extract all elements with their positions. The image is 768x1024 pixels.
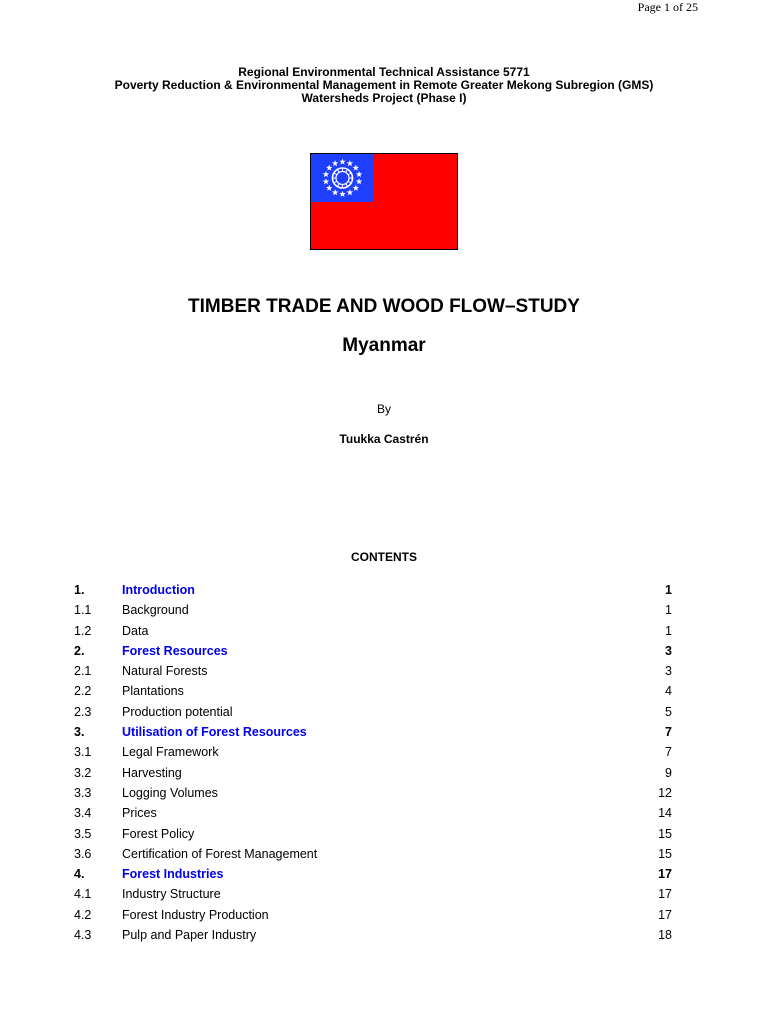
- toc-page-number: 12: [658, 785, 672, 800]
- toc-page-number: 17: [658, 887, 672, 902]
- toc-number: 2.2: [74, 684, 92, 699]
- toc-chapter-link[interactable]: Forest Resources: [122, 643, 228, 658]
- toc-chapter-row[interactable]: [74, 866, 672, 886]
- toc-number: 3.1: [74, 745, 92, 760]
- toc-page-number: 5: [665, 704, 672, 719]
- toc-section-row: [74, 805, 672, 825]
- toc-number: 3.5: [74, 826, 92, 841]
- toc-chapter-row[interactable]: [74, 643, 672, 663]
- toc-chapter-row[interactable]: [74, 582, 672, 602]
- document-title: TIMBER TRADE AND WOOD FLOW–STUDY: [188, 296, 580, 317]
- toc-number: 1.: [74, 583, 85, 597]
- toc-section-row: [74, 683, 672, 703]
- toc-section-row: [74, 927, 672, 947]
- toc-section-title: Production potential: [122, 704, 233, 719]
- toc-page-number: 15: [658, 826, 672, 841]
- contents-heading: CONTENTS: [351, 550, 417, 564]
- toc-page-number: 4: [665, 684, 672, 699]
- toc-section-title: Prices: [122, 806, 157, 821]
- page-number: Page 1 of 25: [637, 0, 698, 14]
- toc-section-row: [74, 602, 672, 622]
- toc-page-number: 1: [665, 603, 672, 618]
- toc-number: 4.1: [74, 887, 92, 902]
- toc-number: 4.: [74, 867, 85, 882]
- document-subtitle: Myanmar: [342, 335, 426, 356]
- toc-page-number: 3: [665, 664, 672, 679]
- toc-section-title: Forest Policy: [122, 826, 195, 841]
- toc-number: 2.1: [74, 664, 92, 679]
- author-name: Tuukka Castrén: [339, 432, 429, 446]
- toc-section-row: [74, 663, 672, 683]
- toc-section-row: [74, 826, 672, 846]
- toc-section-title: Harvesting: [122, 765, 182, 780]
- toc-section-title: Certification of Forest Management: [122, 846, 318, 861]
- toc-section-row: [74, 886, 672, 906]
- toc-section-title: Pulp and Paper Industry: [122, 928, 257, 943]
- toc-section-title: Background: [122, 603, 189, 618]
- toc-page-number: 17: [658, 867, 672, 882]
- toc-number: 4.3: [74, 928, 92, 943]
- by-label: By: [376, 402, 391, 416]
- myanmar-flag-image: [310, 153, 458, 250]
- toc-page-number: 15: [658, 846, 672, 861]
- toc-number: 3.6: [74, 846, 92, 861]
- toc-page-number: 7: [665, 725, 672, 740]
- flag-canton: [311, 154, 374, 202]
- flag-emblem-icon: [311, 154, 374, 202]
- toc-chapter-link[interactable]: Utilisation of Forest Resources: [122, 725, 307, 740]
- toc-number: 3.4: [74, 806, 92, 821]
- toc-page-number: 18: [658, 928, 672, 943]
- toc-page-number: 1: [665, 583, 672, 597]
- table-of-contents: [74, 582, 672, 947]
- toc-page-number: 17: [658, 907, 672, 922]
- toc-page-number: 9: [665, 765, 672, 780]
- toc-page-number: 1: [665, 623, 672, 638]
- toc-chapter-row[interactable]: [74, 724, 672, 744]
- toc-number: 3.2: [74, 765, 92, 780]
- toc-number: 1.1: [74, 603, 92, 618]
- header-line-2: Poverty Reduction & Environmental Management in Remote Greater Mekong Subregion (GMS): [114, 78, 654, 92]
- toc-section-title: Logging Volumes: [122, 785, 218, 800]
- toc-section-title: Industry Structure: [122, 887, 221, 902]
- toc-section-title: Natural Forests: [122, 664, 208, 679]
- document-header: [0, 66, 768, 105]
- header-line-1: Regional Environmental Technical Assistance 5771: [238, 65, 530, 79]
- toc-section-title: Plantations: [122, 684, 184, 699]
- toc-section-row: [74, 704, 672, 724]
- toc-section-title: Forest Industry Production: [122, 907, 269, 922]
- toc-section-row: [74, 846, 672, 866]
- toc-section-row: [74, 785, 672, 805]
- header-line-3: Watersheds Project (Phase I): [301, 91, 467, 105]
- toc-section-title: Legal Framework: [122, 745, 219, 760]
- toc-chapter-link[interactable]: Introduction: [122, 583, 195, 597]
- toc-section-row: [74, 623, 672, 643]
- toc-section-title: Data: [122, 623, 149, 638]
- toc-number: 1.2: [74, 623, 92, 638]
- toc-section-row: [74, 765, 672, 785]
- toc-section-row: [74, 744, 672, 764]
- toc-number: 4.2: [74, 907, 92, 922]
- toc-page-number: 7: [665, 745, 672, 760]
- toc-number: 2.3: [74, 704, 92, 719]
- toc-number: 3.3: [74, 785, 92, 800]
- toc-number: 2.: [74, 643, 85, 658]
- toc-number: 3.: [74, 725, 85, 740]
- toc-chapter-link[interactable]: Forest Industries: [122, 867, 224, 882]
- toc-page-number: 14: [658, 806, 672, 821]
- toc-section-row: [74, 907, 672, 927]
- toc-page-number: 3: [665, 643, 672, 658]
